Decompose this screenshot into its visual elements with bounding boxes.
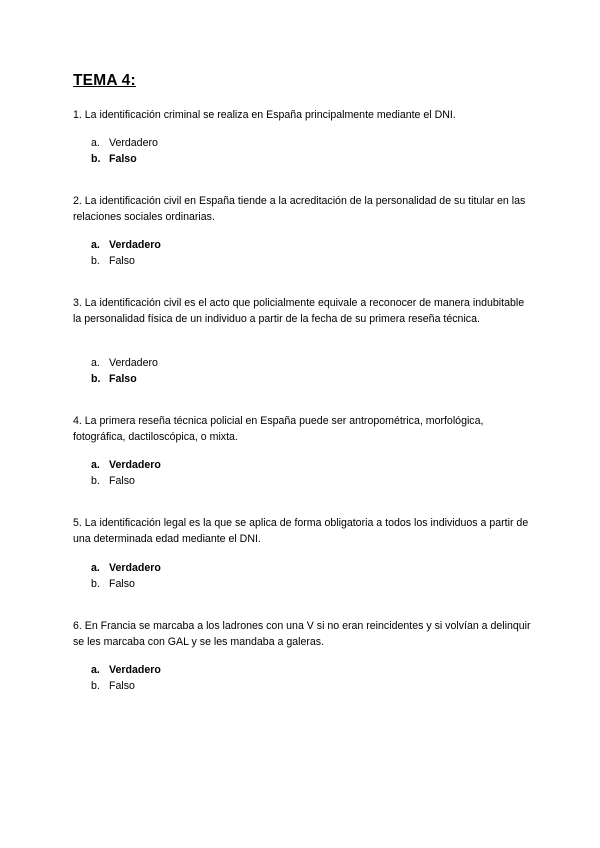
question-3-options (91, 355, 158, 387)
option-b: b. Falso (91, 680, 135, 692)
question-1-text: 1. La identificación criminal se realiza en España principalmente mediante el DNI. (73, 109, 456, 121)
question-2-text: 2. La identificación civil en España tiende a la acreditación de la personalidad de su titular en las relaciones sociales ordinarias. (73, 195, 526, 223)
option-b: b. Falso (91, 578, 135, 590)
option-b-correct: b. Falso (91, 373, 137, 385)
question-5-options (91, 560, 161, 592)
question-5-text: 5. La identificación legal es la que se aplica de forma obligatoria a todos los individuos a partir de una determinada edad mediante el DNI. (73, 517, 529, 545)
option-a: a. Verdadero (91, 357, 158, 369)
option-a-correct: a. Verdadero (91, 664, 161, 676)
option-a-correct: a. Verdadero (91, 562, 161, 574)
option-a-correct: a. Verdadero (91, 459, 161, 471)
question-6-text: 6. En Francia se marcaba a los ladrones con una V si no eran reincidentes y si volvían a delinquir se les marcaba con GAL y se les mandaba a galeras. (73, 620, 531, 648)
question-2-options (91, 237, 161, 269)
option-a-correct: a. Verdadero (91, 239, 161, 251)
option-a: a. Verdadero (91, 137, 158, 149)
question-6-options (91, 662, 161, 694)
option-b: b. Falso (91, 475, 135, 487)
option-b: b. Falso (91, 255, 135, 267)
question-1-options (91, 135, 158, 167)
question-4-options (91, 457, 161, 489)
page-title: TEMA 4: (73, 72, 136, 89)
option-b-correct: b. Falso (91, 153, 137, 165)
question-3-text: 3. La identificación civil es el acto que policialmente equivale a reconocer de manera indubitable la personalidad física de un individuo a partir de la fecha de su primera reseña técnica. (73, 297, 525, 325)
question-4-text: 4. La primera reseña técnica policial en España puede ser antropométrica, morfológica, fotográfica, dactiloscópica, o mixta. (73, 415, 484, 443)
